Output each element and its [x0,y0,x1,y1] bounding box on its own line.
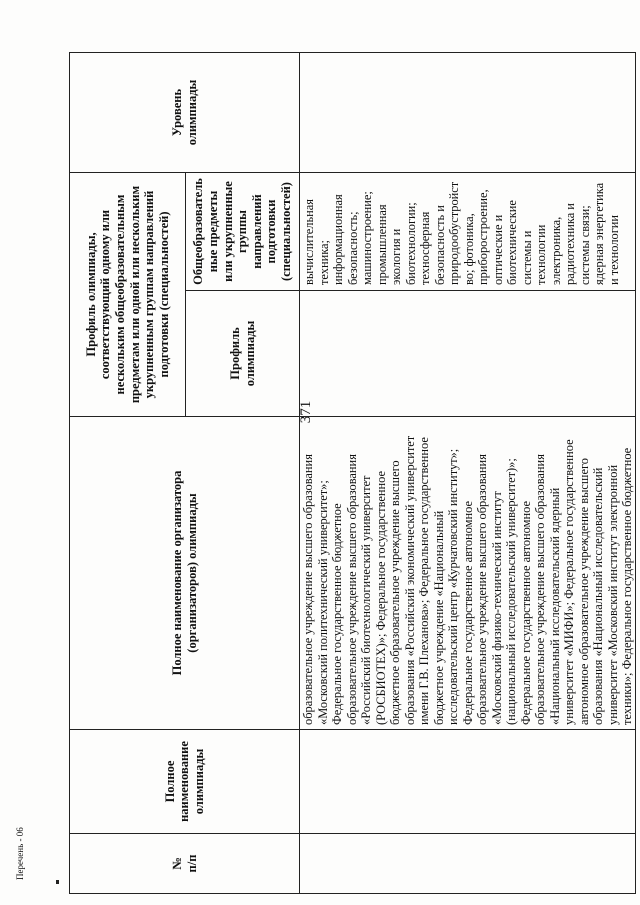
organizer-line: университет «МИФИ»; Федеральное государственное [562,439,576,725]
page-footer: Перечень - 06 [15,827,25,880]
subject-line: приборостроение, [476,189,490,285]
subject-line: электроника, [548,216,563,285]
subject-line: машиностроение; [360,191,374,285]
subject-line: и технологии [606,214,621,285]
organizer-line: автономное образовательное учреждение высшего [576,458,591,725]
subject-line: ядерная энергетика [592,182,606,285]
subject-line: техносферная [418,211,432,285]
subject-line: природообустройст [447,181,461,285]
organizer-line: образования «Российский экономический университет [402,435,417,725]
subject-line: экология и [389,228,403,285]
subject-line: во; фотоника, [461,213,476,285]
organizer-line: «Московский политехнический университет»; [315,480,330,725]
header-level: Уровень олимпиады [70,53,300,173]
cell-organizer [300,417,636,730]
organizer-line: образования «Национальный исследовательский [591,467,605,725]
organizer-line: бюджетное образовательное учреждение высшего [388,460,402,725]
organizer-line: Федеральное государственное бюджетное [330,503,344,725]
organizer-line: образовательное учреждение высшего образования [475,454,489,725]
subject-line: биотехнологии; [403,202,418,285]
header-profile: Профиль олимпиады [186,291,300,417]
organizer-line: Федеральное государственное автономное [518,501,533,725]
olympiad-table [69,52,636,894]
organizer-line: бюджетное учреждение «Национальный [431,510,446,725]
header-subjects: Общеобразователь ные предметы или укрупненные группы направлений подготовки (специальностей) [186,173,300,291]
subject-line: промышленная [374,204,389,285]
subject-line: безопасность и [432,205,447,285]
scan-mark [56,880,59,884]
subject-line: системы связи; [577,205,592,285]
cell-subjects [300,173,636,291]
organizer-line: «Национальный исследовательский ядерный [547,487,562,725]
header-row [70,53,186,894]
subject-line: вычислительная [302,199,316,285]
organizer-line: исследовательский центр «Курчатовский институт»; [446,448,460,725]
header-num: № п/п [70,834,300,894]
subject-line: биотехнические [505,200,519,285]
subject-line: радиотехника и [563,203,577,285]
cell-level [300,53,636,173]
page-number: 371 [298,400,314,424]
organizer-line: «Московский физико-технический институт [489,491,504,725]
rotated-table-wrapper [69,53,634,894]
subject-line: системы и [519,230,534,285]
subject-line: техника; [316,240,331,285]
organizer-line: образовательное учреждение высшего образования [301,454,315,725]
organizer-line: образовательное учреждение высшего образования [344,454,359,725]
subject-line: безопасность; [345,211,360,285]
subject-line: информационная [331,194,345,285]
organizer-line: «Российский биотехнологический университет [359,475,373,725]
header-olympiad-name: Полное наименование олимпиады [70,730,300,834]
organizer-line: (РОСБИОТЕХ)»; Федеральное государственное [373,471,388,725]
organizer-line: университет «Московский институт электронной [605,464,620,725]
table-row [300,53,636,894]
organizer-line: (национальный исследовательский университет)»; [504,458,518,725]
cell-profile [300,291,636,417]
header-organizer: Полное наименование организатора (организаторов) олимпиады [70,417,300,730]
header-profile-group: Профиль олимпиады, соответствующий одному или нескольким общеобразовательным предметам или одной или нескольким укрупненным группам направлений подготовки (специальностей) [70,173,186,417]
organizer-line: имени Г.В. Плеханова»; Федеральное государственное [417,437,431,725]
organizer-line: техники»; Федеральное государственное бюджетное [620,447,634,725]
organizer-line: образовательное учреждение высшего образования [533,454,547,725]
subject-line: оптические и [490,214,505,285]
cell-olympiad-name [300,730,636,834]
organizer-line: Федеральное государственное автономное [460,501,475,725]
subject-line: технологии [534,224,548,285]
cell-num [300,834,636,894]
